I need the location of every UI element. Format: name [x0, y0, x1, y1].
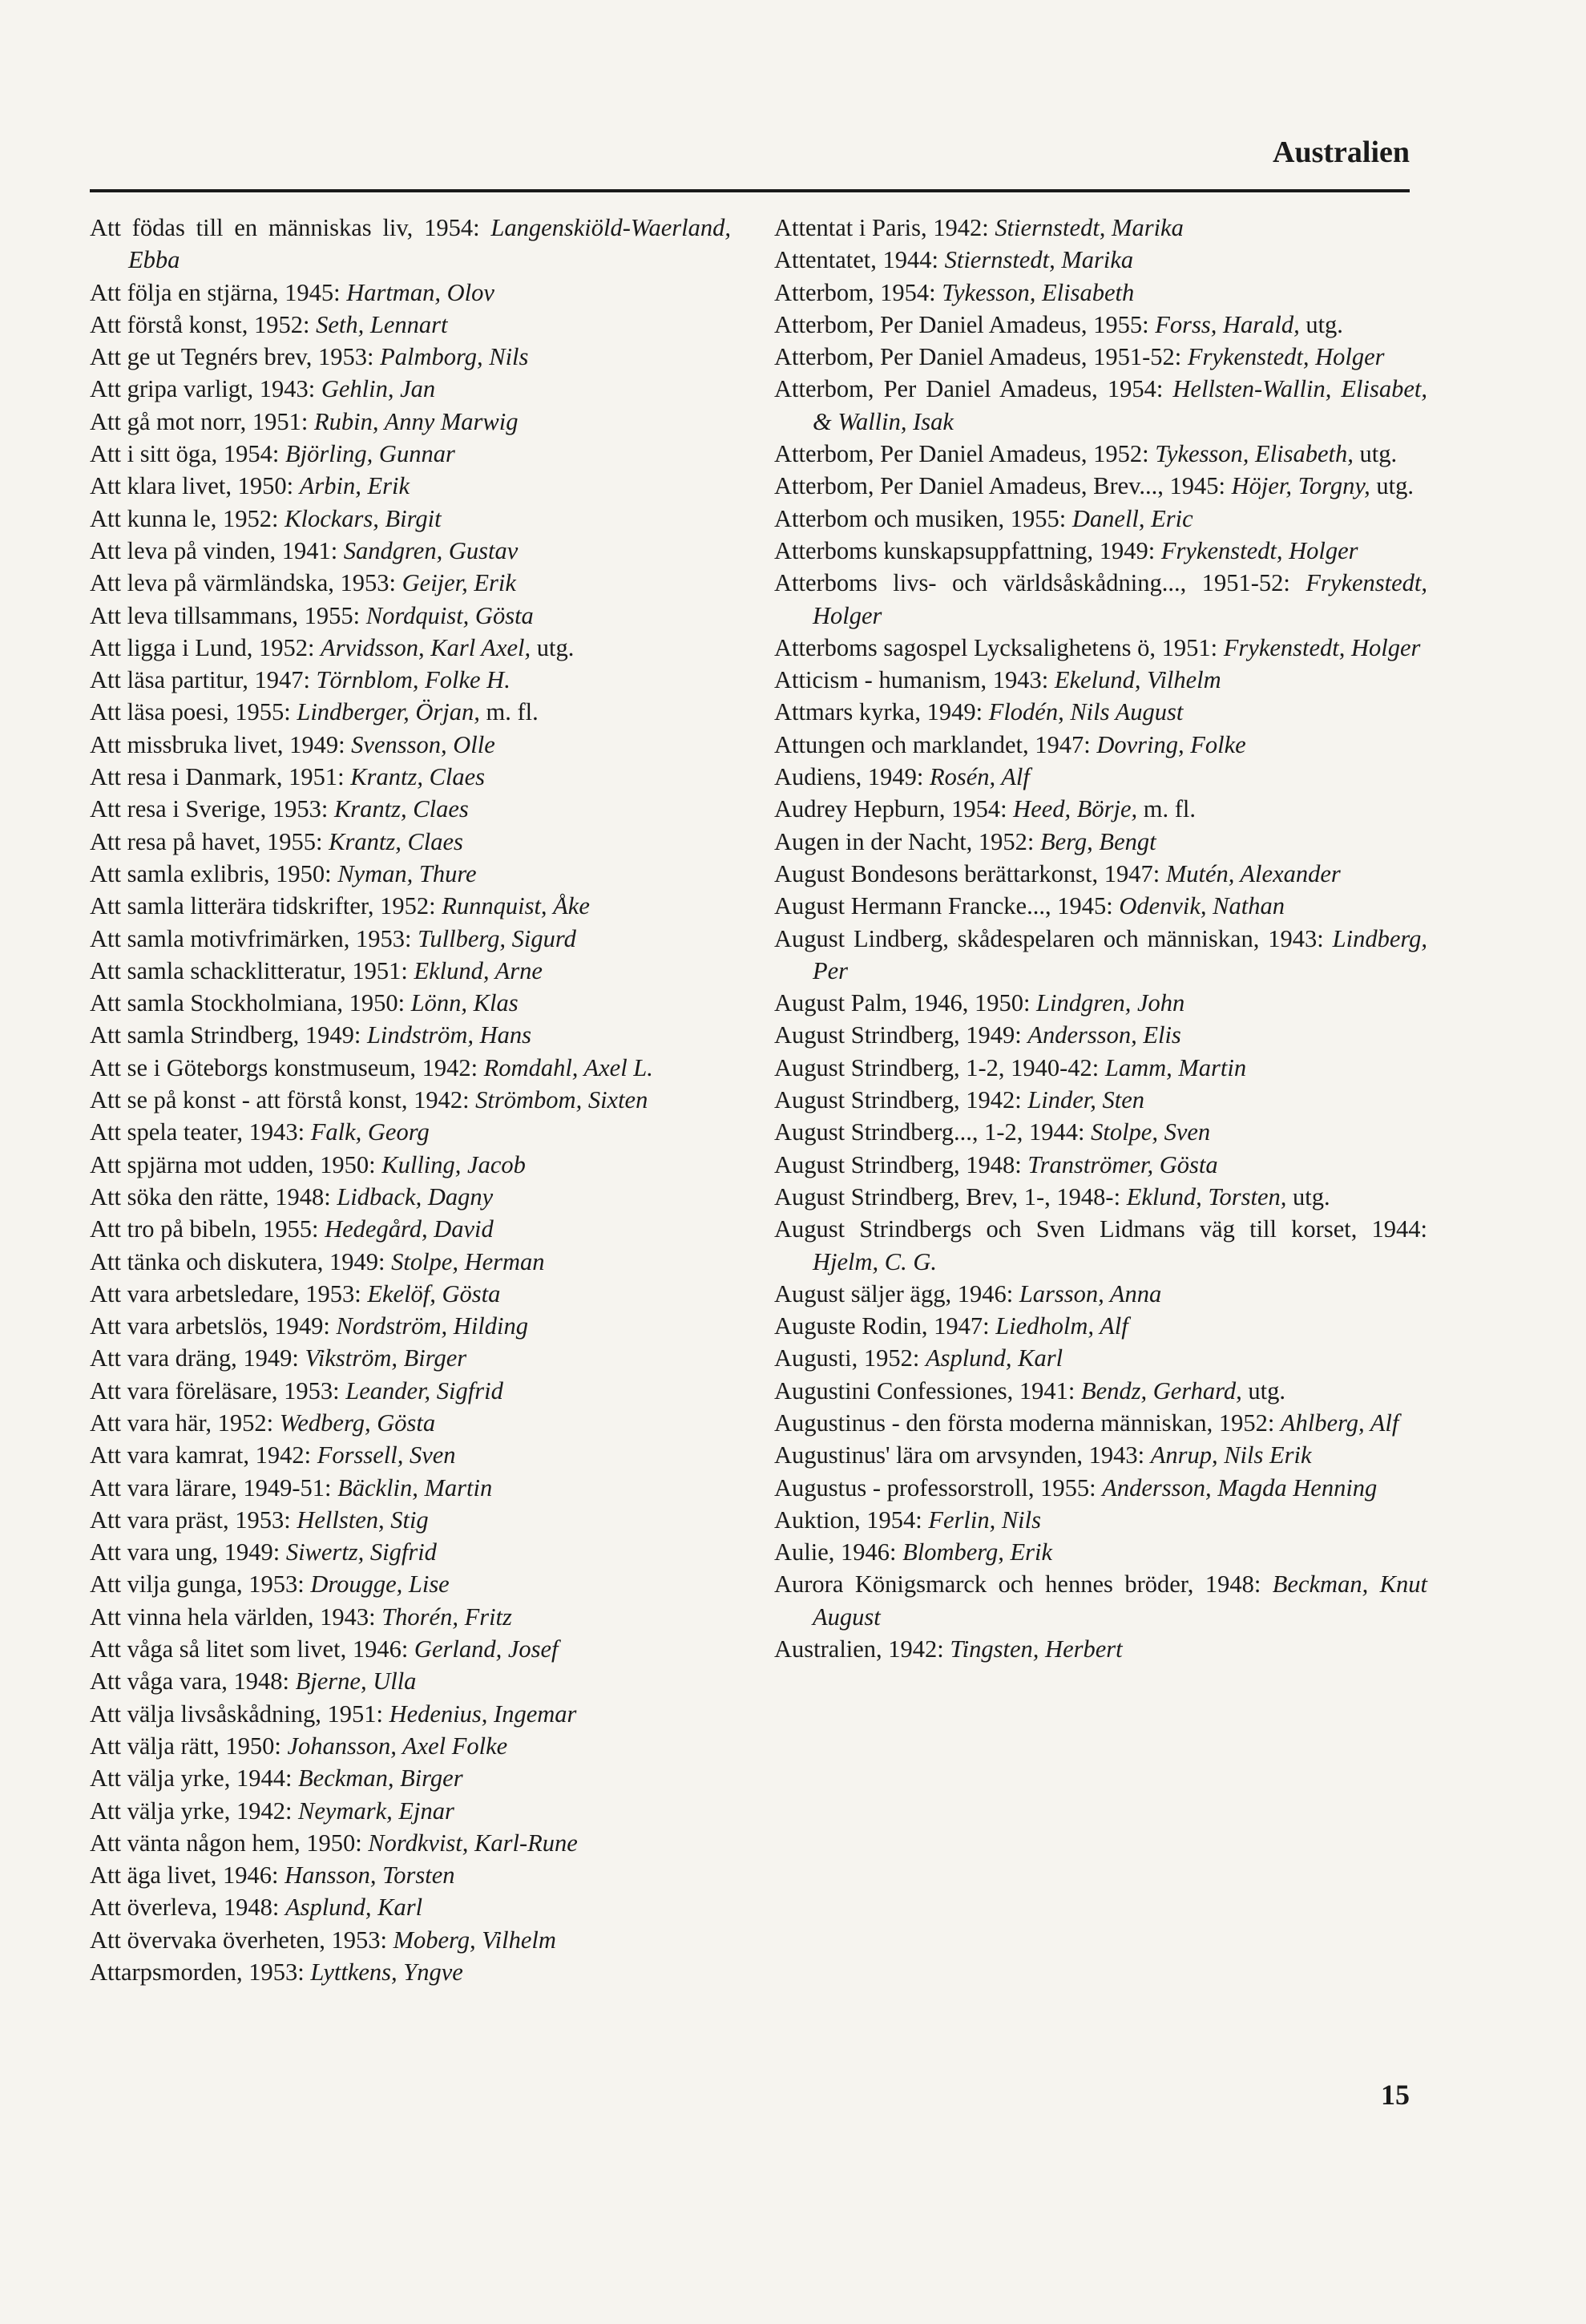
index-entry [90, 761, 731, 793]
entry-title: Australien, 1942: [774, 1635, 950, 1663]
entry-author: Bjerne, Ulla [295, 1667, 417, 1696]
entry-author: Tranströmer, Gösta [1027, 1150, 1218, 1178]
entry-author: Liedholm, Alf [995, 1312, 1128, 1340]
entry-title: Att vara här, 1952: [90, 1409, 280, 1437]
entry-title: Att vinna hela världen, 1943: [90, 1603, 382, 1631]
index-entry [90, 664, 731, 696]
entry-title: Auguste Rodin, 1947: [774, 1312, 996, 1340]
running-header: Australien [1273, 135, 1410, 169]
index-entry [90, 793, 731, 825]
entry-title: Att våga vara, 1948: [90, 1667, 296, 1696]
entry-title: Attentat i Paris, 1942: [774, 214, 995, 241]
entry-author: Lyttkens, Yngve [310, 1958, 463, 1987]
entry-title: Audrey Hepburn, 1954: [774, 795, 1014, 823]
entry-author: Lönn, Klas [410, 989, 519, 1017]
entry-title: Att vara lärare, 1949-51: [90, 1473, 338, 1502]
entry-title: Augen in der Nacht, 1952: [774, 827, 1041, 855]
entry-author: Stiernstedt, Marika [944, 246, 1134, 274]
entry-author: Hansson, Torsten [285, 1861, 455, 1890]
entry-title: Att samla Stockholmiana, 1950: [90, 989, 411, 1017]
entry-title: Att samla motivfrimärken, 1953: [90, 924, 418, 952]
entry-title: Augustini Confessiones, 1941: [774, 1376, 1081, 1405]
entry-author: Anrup, Nils Erik [1150, 1441, 1312, 1469]
entry-author: Ekelund, Vilhelm [1054, 666, 1221, 694]
entry-author: Larsson, Anna [1019, 1279, 1162, 1308]
entry-author: Hjelm, C. G. [813, 1247, 938, 1275]
entry-title: Att vara föreläsare, 1953: [90, 1376, 346, 1405]
entry-title: Attarpsmorden, 1953: [90, 1958, 311, 1987]
entry-author: Stolpe, Herman [391, 1247, 545, 1275]
entry-title: Att läsa partitur, 1947: [90, 666, 317, 694]
entry-author: Mutén, Alexander [1165, 859, 1341, 887]
index-entry [90, 341, 731, 373]
entry-title: Att resa i Sverige, 1953: [90, 795, 334, 823]
entry-suffix: m. fl. [479, 698, 539, 726]
entry-title: Att överleva, 1948: [90, 1894, 285, 1922]
entry-author: Langenskiöld-Waerland, Ebba [128, 214, 731, 274]
entry-title: August Strindberg, 1-2, 1940-42: [774, 1053, 1105, 1081]
entry-title: Att leva på värmländska, 1953: [90, 569, 402, 597]
entry-title: Atterbom, Per Daniel Amadeus, Brev..., 1945: [774, 472, 1232, 500]
index-entry [90, 373, 731, 405]
entry-title: Augustus - professorstroll, 1955: [774, 1473, 1103, 1502]
index-entry [90, 696, 731, 728]
index-entry [774, 1504, 1427, 1536]
index-entry [90, 470, 731, 502]
entry-title: Att se i Göteborgs konstmuseum, 1942: [90, 1053, 484, 1081]
entry-title: Att vänta någon hem, 1950: [90, 1829, 369, 1857]
entry-author: Falk, Georg [310, 1118, 430, 1146]
entry-title: Att söka den rätte, 1948: [90, 1182, 337, 1211]
entry-title: Att samla schacklitteratur, 1951: [90, 956, 414, 984]
index-entry [774, 729, 1427, 761]
index-entry [90, 1310, 731, 1342]
index-entry [774, 1633, 1427, 1665]
index-entry [90, 600, 731, 632]
entry-title: Att tro på bibeln, 1955: [90, 1215, 325, 1243]
index-entry [774, 567, 1427, 632]
index-entry [90, 1116, 731, 1148]
entry-title: Att övervaka överheten, 1953: [90, 1926, 393, 1954]
entry-author: Nordström, Hilding [336, 1312, 529, 1340]
entry-author: Beckman, Birger [298, 1764, 463, 1793]
entry-title: Att spela teater, 1943: [90, 1118, 311, 1146]
index-entry [90, 632, 731, 664]
entry-title: Att klara livet, 1950: [90, 472, 300, 500]
entry-author: Lidback, Dagny [337, 1182, 494, 1211]
entry-title: Att välja yrke, 1944: [90, 1764, 299, 1793]
entry-title: August Strindberg, 1949: [774, 1021, 1028, 1049]
left-column [90, 212, 731, 1988]
index-entry [90, 1730, 731, 1762]
entry-author: Forss, Harald, [1155, 310, 1300, 338]
entry-author: Rosén, Alf [930, 763, 1030, 791]
entry-title: Att våga så litet som livet, 1946: [90, 1635, 414, 1663]
index-entry [90, 535, 731, 567]
index-entry [90, 1439, 731, 1471]
entry-title: Atterbom, Per Daniel Amadeus, 1951-52: [774, 343, 1188, 371]
index-entry [774, 373, 1427, 438]
entry-author: Krantz, Claes [333, 795, 469, 823]
entry-title: Att samla Strindberg, 1949: [90, 1021, 367, 1049]
entry-author: Hartman, Olov [346, 278, 494, 306]
entry-author: Odenvik, Nathan [1119, 892, 1285, 920]
entry-title: August säljer ägg, 1946: [774, 1279, 1019, 1308]
entry-title: Atterbom, 1954: [774, 278, 942, 306]
entry-author: Höjer, Torgny, [1231, 472, 1370, 500]
entry-author: Törnblom, Folke H. [316, 666, 511, 694]
entry-title: August Strindberg, 1948: [774, 1150, 1028, 1178]
index-entry [774, 470, 1427, 502]
index-entry [774, 244, 1427, 276]
entry-title: Att läsa poesi, 1955: [90, 698, 297, 726]
entry-author: Seth, Lennart [316, 310, 448, 338]
entry-title: Att resa i Danmark, 1951: [90, 763, 351, 791]
entry-author: Ferlin, Nils [928, 1506, 1041, 1534]
entry-author: Arbin, Erik [299, 472, 410, 500]
index-entry [774, 1439, 1427, 1471]
index-entry [774, 1568, 1427, 1633]
index-entry [90, 1181, 731, 1213]
entry-title: August Strindberg..., 1-2, 1944: [774, 1118, 1092, 1146]
entry-suffix: utg. [1241, 1376, 1285, 1405]
entry-author: Berg, Bengt [1040, 827, 1156, 855]
entry-title: Atterbom, Per Daniel Amadeus, 1955: [774, 310, 1156, 338]
entry-title: Atterbom, Per Daniel Amadeus, 1954: [774, 375, 1173, 403]
entry-author: Hellsten, Stig [297, 1506, 429, 1534]
entry-author: Bendz, Gerhard, [1080, 1376, 1242, 1405]
entry-author: Lindgren, John [1036, 989, 1185, 1017]
entry-author: Gerland, Josef [414, 1635, 559, 1663]
entry-author: Siwertz, Sigfrid [285, 1538, 437, 1566]
entry-author: Frykenstedt, Holger [1160, 536, 1358, 564]
index-entry [774, 1407, 1427, 1439]
entry-title: Att gå mot norr, 1951: [90, 407, 315, 435]
right-column [774, 212, 1427, 1665]
entry-title: Att gripa varligt, 1943: [90, 375, 321, 403]
header-rule [90, 189, 1410, 192]
entry-title: August Strindberg, 1942: [774, 1086, 1028, 1114]
entry-author: Strömbom, Sixten [475, 1086, 648, 1114]
entry-author: Flodén, Nils August [988, 698, 1184, 726]
entry-author: Nordkvist, Karl-Rune [368, 1829, 578, 1857]
index-entry [90, 1407, 731, 1439]
entry-title: Att vara arbetslös, 1949: [90, 1312, 337, 1340]
entry-title: Att resa på havet, 1955: [90, 827, 329, 855]
entry-author: Björling, Gunnar [285, 440, 455, 468]
index-entry [90, 1924, 731, 1956]
index-entry [90, 1052, 731, 1084]
entry-author: Asplund, Karl [925, 1344, 1063, 1372]
entry-title: Att missbruka livet, 1949: [90, 730, 352, 758]
entry-author: Arvidsson, Karl Axel, [321, 633, 531, 661]
index-entry [774, 212, 1427, 244]
entry-title: Augustinus' lära om arvsynden, 1943: [774, 1441, 1151, 1469]
entry-title: Att ge ut Tegnérs brev, 1953: [90, 343, 381, 371]
entry-suffix: m. fl. [1137, 795, 1197, 823]
index-entry [774, 858, 1427, 890]
index-entry [774, 696, 1427, 728]
entry-suffix: utg. [1286, 1182, 1330, 1211]
entry-title: Att vara kamrat, 1942: [90, 1441, 317, 1469]
entry-title: Att vara ung, 1949: [90, 1538, 286, 1566]
entry-author: Ekelöf, Gösta [367, 1279, 501, 1308]
entry-author: Klockars, Birgit [285, 504, 442, 532]
index-entry [774, 761, 1427, 793]
index-entry [90, 406, 731, 438]
index-entry [90, 955, 731, 987]
index-entry [774, 503, 1427, 535]
entry-author: Svensson, Olle [351, 730, 495, 758]
index-entry [90, 1149, 731, 1181]
entry-author: Andersson, Elis [1027, 1021, 1181, 1049]
entry-author: Frykenstedt, Holger [1187, 343, 1385, 371]
entry-author: Dovring, Folke [1096, 730, 1246, 758]
entry-author: Hedegård, David [325, 1215, 494, 1243]
entry-author: Asplund, Karl [285, 1894, 423, 1922]
entry-author: Eklund, Torsten, [1126, 1182, 1287, 1211]
entry-title: Att samla exlibris, 1950: [90, 859, 338, 887]
index-entry [90, 1665, 731, 1697]
entry-title: Att födas till en människas liv, 1954: [90, 214, 491, 241]
index-entry [90, 1601, 731, 1633]
entry-title: Atterboms kunskapsuppfattning, 1949: [774, 536, 1161, 564]
entry-suffix: utg. [1353, 440, 1398, 468]
index-entry [774, 277, 1427, 309]
entry-title: Atterboms sagospel Lycksalighetens ö, 1951: [774, 633, 1224, 661]
index-entry [90, 1795, 731, 1827]
entry-author: Andersson, Magda Henning [1102, 1473, 1378, 1502]
entry-author: Hellsten-Wallin, Elisabet, & Wallin, Isak [813, 375, 1427, 435]
index-entry [90, 1698, 731, 1730]
entry-author: Lamm, Martin [1104, 1053, 1247, 1081]
entry-title: Att i sitt öga, 1954: [90, 440, 285, 468]
entry-title: Att kunna le, 1952: [90, 504, 285, 532]
entry-title: Att vilja gunga, 1953: [90, 1570, 311, 1599]
entry-title: Att leva på vinden, 1941: [90, 536, 344, 564]
entry-author: Krantz, Claes [350, 763, 486, 791]
entry-title: Attungen och marklandet, 1947: [774, 730, 1097, 758]
entry-author: Stolpe, Sven [1091, 1118, 1211, 1146]
index-entry [90, 890, 731, 922]
entry-author: Gehlin, Jan [321, 375, 436, 403]
entry-title: August Lindberg, skådespelaren och människan, 1943: [774, 924, 1333, 952]
entry-author: Linder, Sten [1027, 1086, 1145, 1114]
entry-author: Nordquist, Gösta [365, 601, 534, 629]
entry-title: Att förstå konst, 1952: [90, 310, 317, 338]
entry-author: Ahlberg, Alf [1280, 1409, 1399, 1437]
index-entry [90, 1568, 731, 1600]
entry-title: Att vara präst, 1953: [90, 1506, 297, 1534]
entry-title: Att välja yrke, 1942: [90, 1797, 299, 1825]
entry-author: Romdahl, Axel L. [483, 1053, 653, 1081]
entry-title: Atterboms livs- och världsåskådning..., 1951-52: [774, 569, 1306, 597]
page-number: 15 [1381, 2079, 1410, 2111]
index-entry [774, 1375, 1427, 1407]
index-entry [90, 438, 731, 470]
index-entry [90, 309, 731, 341]
entry-author: Danell, Eric [1071, 504, 1193, 532]
entry-author: Bäcklin, Martin [337, 1473, 493, 1502]
index-entry [774, 1149, 1427, 1181]
entry-author: Tullberg, Sigurd [418, 924, 576, 952]
index-entry [774, 1052, 1427, 1084]
index-entry [774, 1472, 1427, 1504]
index-entry [774, 535, 1427, 567]
entry-author: Nyman, Thure [337, 859, 477, 887]
index-entry [90, 1213, 731, 1245]
index-entry [774, 341, 1427, 373]
index-entry [90, 1859, 731, 1891]
entry-title: Att ligga i Lund, 1952: [90, 633, 321, 661]
entry-author: Krantz, Claes [329, 827, 463, 855]
index-entry [774, 632, 1427, 664]
index-entry [90, 1891, 731, 1923]
index-entry [774, 826, 1427, 858]
entry-author: Leander, Sigfrid [345, 1376, 503, 1405]
entry-author: Rubin, Anny Marwig [314, 407, 519, 435]
entry-title: Att följa en stjärna, 1945: [90, 278, 347, 306]
entry-title: Atterbom, Per Daniel Amadeus, 1952: [774, 440, 1156, 468]
entry-title: Att vara dräng, 1949: [90, 1344, 305, 1372]
entry-author: Beckman, Knut August [813, 1570, 1427, 1631]
entry-title: Att äga livet, 1946: [90, 1861, 285, 1890]
entry-title: Atticism - humanism, 1943: [774, 666, 1055, 694]
index-entry [90, 567, 731, 599]
index-entry [774, 438, 1427, 470]
entry-author: Lindberger, Örjan, [297, 698, 480, 726]
index-entry [774, 1181, 1427, 1213]
entry-author: Tingsten, Herbert [950, 1635, 1123, 1663]
index-entry [90, 1342, 731, 1374]
index-entry [90, 212, 731, 277]
entry-author: Neymark, Ejnar [298, 1797, 454, 1825]
entry-title: Att leva tillsammans, 1955: [90, 601, 366, 629]
index-entry [774, 1019, 1427, 1051]
index-entry [774, 664, 1427, 696]
entry-author: Forssell, Sven [317, 1441, 456, 1469]
index-entry [774, 1536, 1427, 1568]
index-entry [90, 729, 731, 761]
index-entry [90, 503, 731, 535]
entry-author: Runnquist, Åke [442, 892, 590, 920]
index-entry [90, 1375, 731, 1407]
entry-title: Atterbom och musiken, 1955: [774, 504, 1072, 532]
entry-author: Frykenstedt, Holger [813, 569, 1427, 629]
index-entry [774, 309, 1427, 341]
entry-author: Tykesson, Elisabeth, [1155, 440, 1354, 468]
entry-author: Hedenius, Ingemar [389, 1700, 577, 1728]
entry-title: Att spjärna mot udden, 1950: [90, 1150, 382, 1178]
entry-author: Wedberg, Gösta [279, 1409, 436, 1437]
index-entry [774, 793, 1427, 825]
index-entry [774, 1084, 1427, 1116]
entry-title: Attmars kyrka, 1949: [774, 698, 989, 726]
entry-author: Kulling, Jacob [381, 1150, 526, 1178]
entry-title: Att samla litterära tidskrifter, 1952: [90, 892, 442, 920]
entry-author: Johansson, Axel Folke [287, 1732, 508, 1760]
index-entry [90, 277, 731, 309]
index-entry [774, 1278, 1427, 1310]
index-entry [90, 826, 731, 858]
index-entry [90, 1084, 731, 1116]
index-entry [774, 1116, 1427, 1148]
entry-author: Frykenstedt, Holger [1223, 633, 1421, 661]
index-entry [90, 1536, 731, 1568]
entry-title: Attentatet, 1944: [774, 246, 945, 274]
entry-title: August Strindberg, Brev, 1-, 1948-: [774, 1182, 1127, 1211]
index-entry [90, 1019, 731, 1051]
entry-author: Lindström, Hans [366, 1021, 532, 1049]
entry-author: Palmborg, Nils [380, 343, 529, 371]
index-entry [774, 1342, 1427, 1374]
index-entry [90, 987, 731, 1019]
entry-author: Vikström, Birger [305, 1344, 467, 1372]
index-entry [774, 890, 1427, 922]
entry-author: Eklund, Arne [414, 956, 543, 984]
entry-author: Lindberg, Per [813, 924, 1427, 984]
entry-title: Augustinus - den första moderna människan, 1952: [774, 1409, 1281, 1437]
entry-author: Blomberg, Erik [902, 1538, 1053, 1566]
entry-title: Aurora Königsmarck och hennes bröder, 1948: [774, 1570, 1273, 1599]
index-entry [90, 858, 731, 890]
index-entry [774, 923, 1427, 988]
entry-author: Heed, Börje, [1013, 795, 1138, 823]
entry-suffix: utg. [531, 633, 575, 661]
entry-title: Augusti, 1952: [774, 1344, 926, 1372]
entry-suffix: utg. [1299, 310, 1343, 338]
index-entry [90, 1246, 731, 1278]
index-entry [774, 987, 1427, 1019]
entry-author: Drougge, Lise [310, 1570, 450, 1599]
index-entry [90, 1633, 731, 1665]
entry-title: Att se på konst - att förstå konst, 1942: [90, 1086, 476, 1114]
entry-author: Stiernstedt, Marika [995, 214, 1184, 241]
entry-author: Sandgren, Gustav [343, 536, 519, 564]
entry-suffix: utg. [1370, 472, 1414, 500]
entry-title: Audiens, 1949: [774, 763, 930, 791]
entry-title: Att välja rätt, 1950: [90, 1732, 288, 1760]
index-entry [90, 1956, 731, 1988]
entry-title: August Palm, 1946, 1950: [774, 989, 1037, 1017]
entry-author: Geijer, Erik [402, 569, 516, 597]
index-entry [90, 1472, 731, 1504]
entry-title: August Bondesons berättarkonst, 1947: [774, 859, 1166, 887]
entry-title: August Hermann Francke..., 1945: [774, 892, 1120, 920]
index-entry [90, 1504, 731, 1536]
entry-title: Auktion, 1954: [774, 1506, 929, 1534]
index-entry [90, 1762, 731, 1794]
entry-title: Att vara arbetsledare, 1953: [90, 1279, 368, 1308]
entry-author: Moberg, Vilhelm [393, 1926, 556, 1954]
index-entry [90, 1278, 731, 1310]
entry-title: Att tänka och diskutera, 1949: [90, 1247, 392, 1275]
index-entry [90, 1827, 731, 1859]
index-entry [774, 1213, 1427, 1278]
entry-author: Thorén, Fritz [381, 1603, 512, 1631]
index-entry [774, 1310, 1427, 1342]
entry-author: Tykesson, Elisabeth [942, 278, 1135, 306]
index-entry [90, 923, 731, 955]
entry-title: August Strindbergs och Sven Lidmans väg till korset, 1944: [774, 1215, 1427, 1243]
entry-title: Aulie, 1946: [774, 1538, 903, 1566]
entry-title: Att välja livsåskådning, 1951: [90, 1700, 389, 1728]
